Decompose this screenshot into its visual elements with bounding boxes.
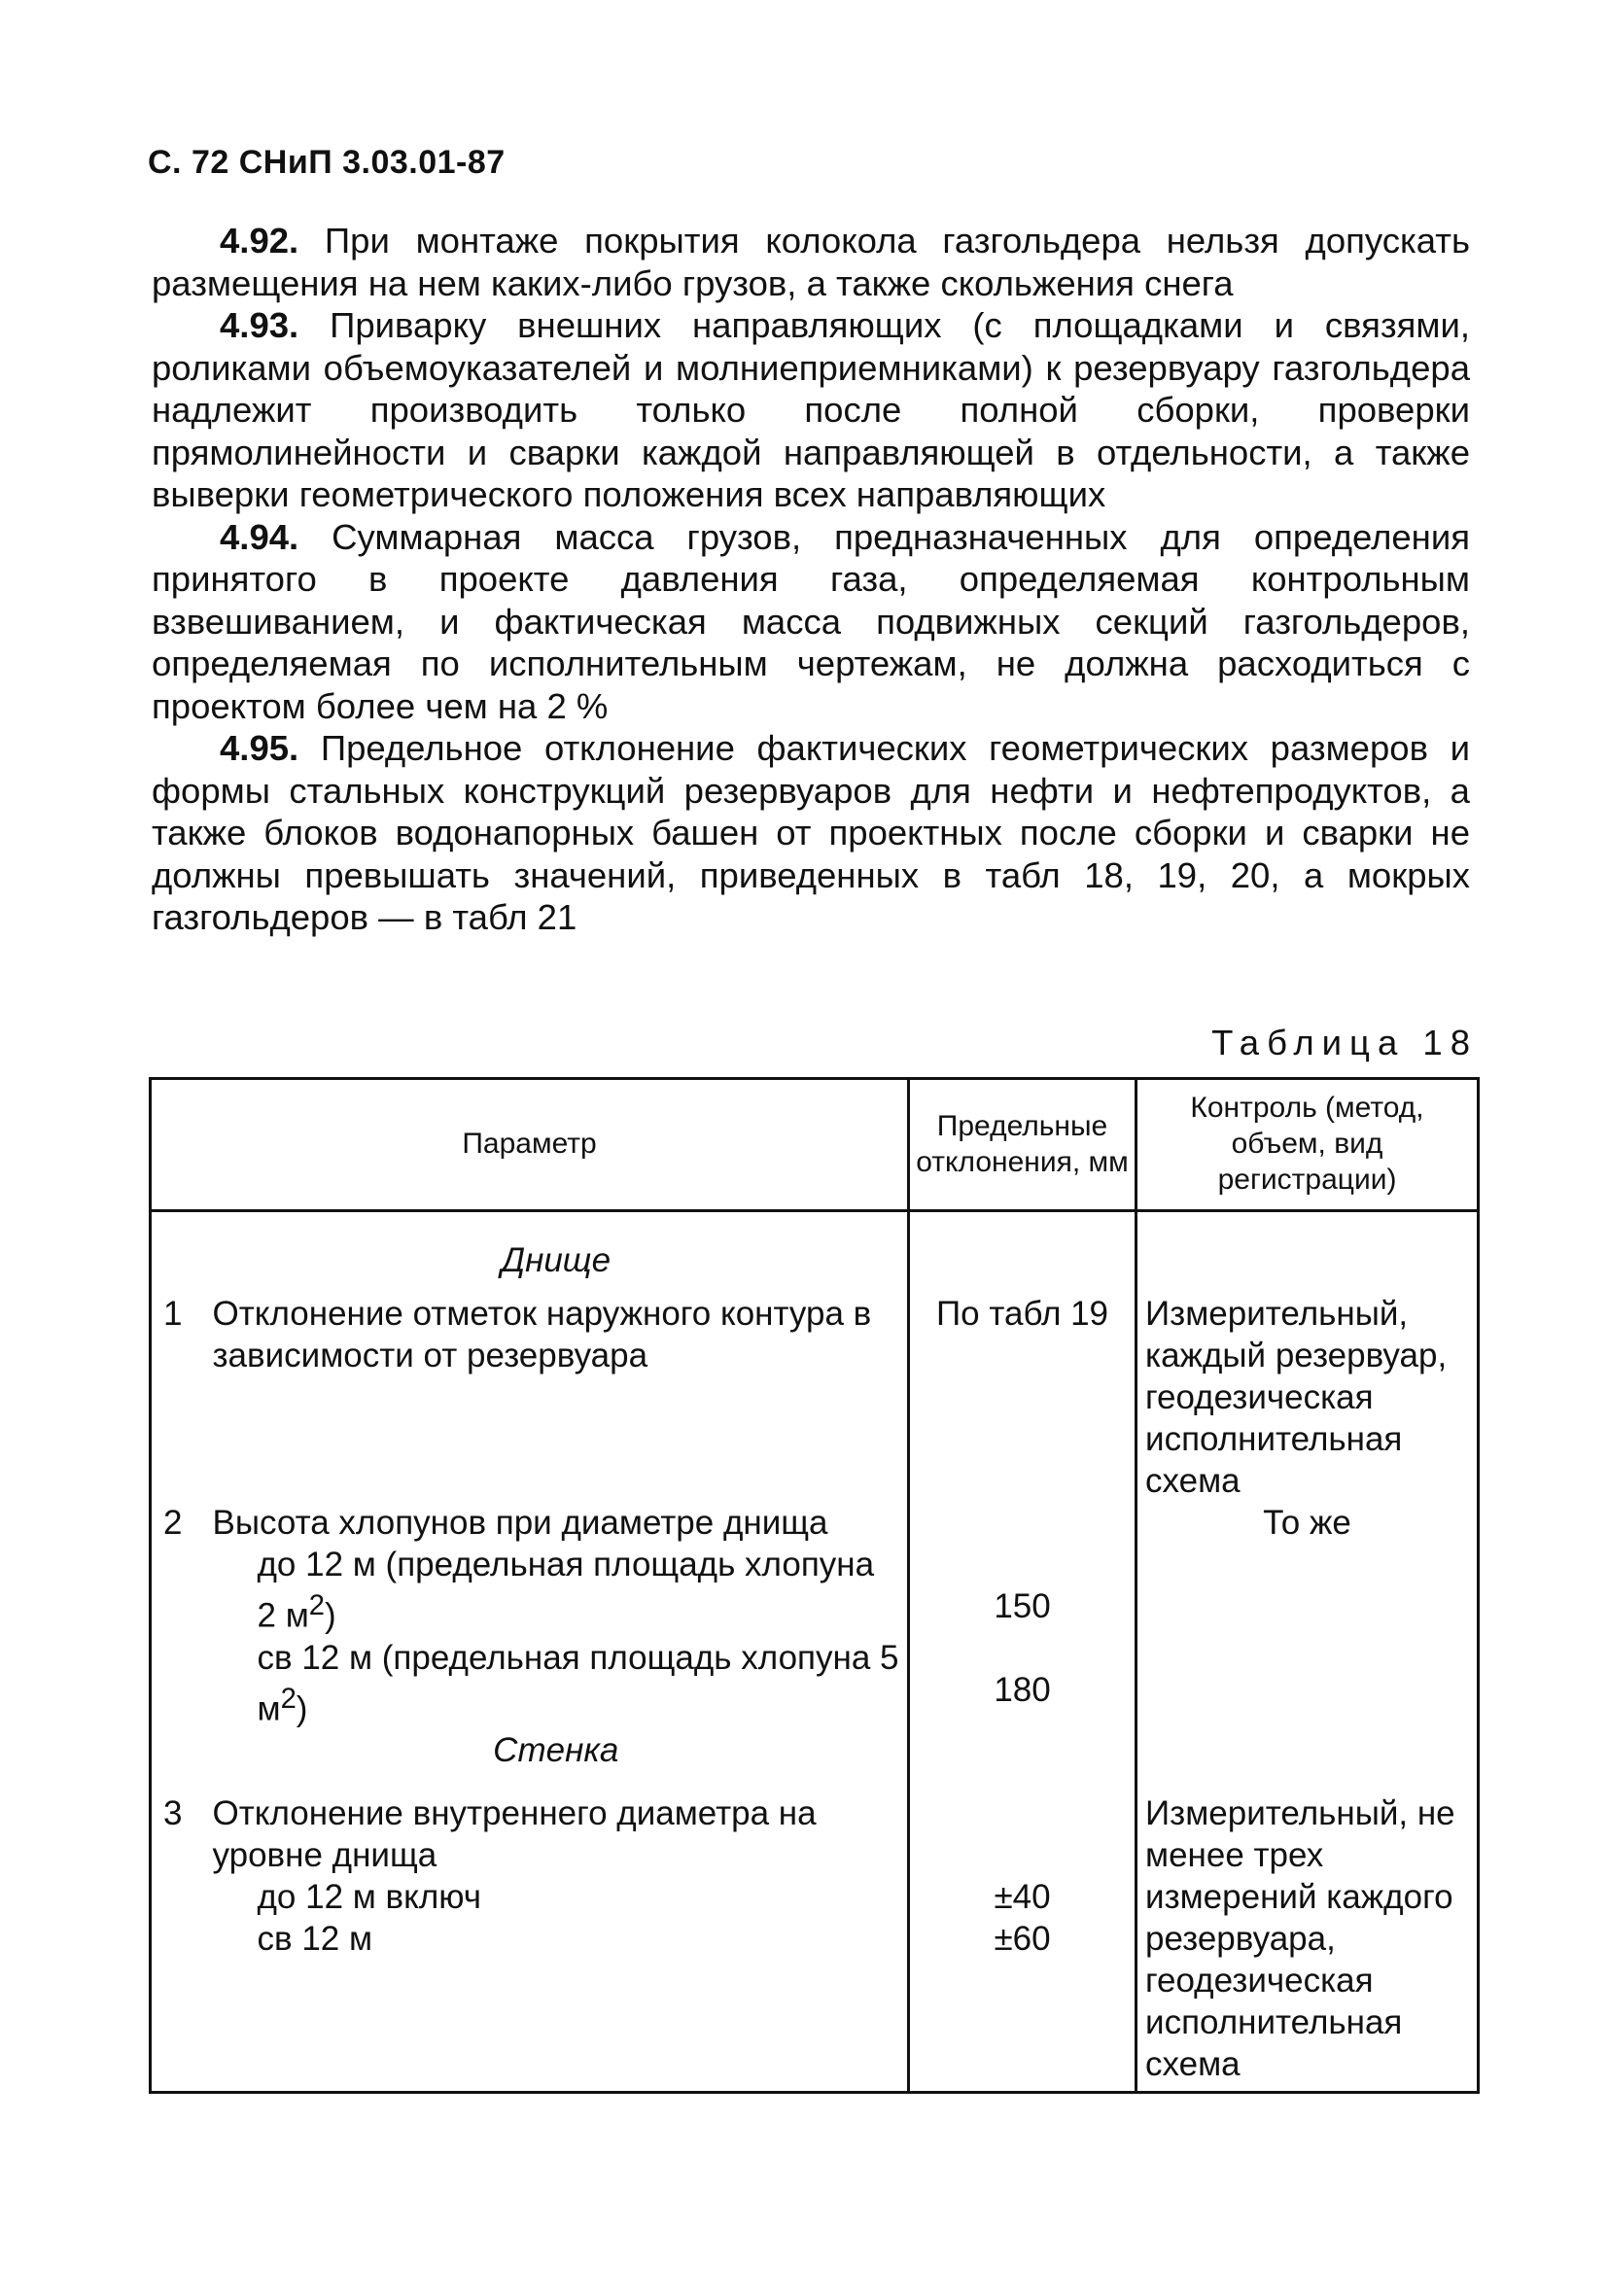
body-text: [152, 220, 1470, 939]
row-sub-item: до 12 м включ: [257, 1878, 481, 1917]
table-caption: Таблица 18: [1211, 1023, 1478, 1062]
row-parameter: Отклонение отметок наружного контура в зависимости от резервуара: [209, 1293, 909, 1502]
table-row: [151, 1502, 1479, 1729]
header-parameter: Параметр: [151, 1079, 909, 1211]
section-row-wall: [151, 1729, 1479, 1783]
row-parameter: [209, 1783, 909, 2093]
table-header-row: [151, 1079, 1479, 1211]
row-control: То же: [1136, 1502, 1479, 1729]
paragraph-number: 4.93.: [220, 305, 299, 345]
sub-value: ±40: [994, 1878, 1051, 1917]
row-parameter-title: Высота хлопунов при диаметре днища: [212, 1504, 828, 1542]
row-deviation: [909, 1502, 1136, 1729]
row-sub-item: [213, 1544, 900, 1637]
sub-item-text: св 12 м (предельная площадь хлопуна 5 м: [257, 1638, 899, 1728]
header-control: Контроль (метод, объем, вид регистрации): [1136, 1079, 1479, 1211]
sub-item-sup: 2: [308, 1590, 325, 1621]
row-deviation: По табл 19: [909, 1293, 1136, 1502]
paragraph-4-92: [152, 220, 1470, 304]
row-number: 2: [151, 1502, 209, 1729]
row-sub-item: св 12 м: [257, 1920, 373, 1959]
paragraph-number: 4.94.: [220, 516, 299, 557]
sub-item-close: ): [296, 1689, 308, 1728]
paragraph-text: Приварку внешних направляющих (с площадками и связями, роликами объемоуказателей и молниеприемниками) к резервуару газгольдера надлежит производить только после полной сборки, проверки прямолинейности и сварки каждой направляющей в отдельности, а также выверки геометрического положения всех направляющих: [152, 305, 1470, 514]
paragraph-text: Предельное отклонение фактических геометрических размеров и формы стальных конструкций резервуаров для нефти и нефтепродуктов, а также блоков водонапорных башен от проектных после сборки и сварки не должны превышать значений, приведенных в табл 18, 19, 20, а мокрых газгольдеров — в табл 21: [152, 728, 1470, 937]
paragraph-4-93: [152, 304, 1470, 516]
row-sub-item: [213, 1637, 900, 1730]
paragraph-text: При монтаже покрытия колокола газгольдера нельзя допускать размещения на нем каких-либо грузов, а также скольжения снега: [152, 221, 1470, 303]
row-number: 1: [151, 1293, 209, 1502]
section-title-wall: Стенка: [209, 1729, 909, 1783]
sub-value: 150: [994, 1587, 1051, 1625]
row-control: Измерительный, не менее трех измерений каждого резервуара, геодезическая исполнительная схема: [1136, 1783, 1479, 2093]
sub-value: 180: [994, 1671, 1051, 1709]
paragraph-4-94: [152, 516, 1470, 728]
paragraph-text: Суммарная масса грузов, предназначенных для определения принятого в проекте давления газа, определяемая контрольным взвешиванием, и фактическая масса подвижных секций газгольдеров, определяемая по исполнительным чертежам, не должна расходиться с проектом более чем на 2 %: [152, 516, 1470, 726]
page-header: С. 72 СНиП 3.03.01-87: [148, 144, 506, 181]
row-parameter-title: Отклонение внутреннего диаметра на уровне днища: [212, 1794, 817, 1875]
row-control: Измерительный, каждый резервуар, геодезическая исполнительная схема: [1136, 1293, 1479, 1502]
row-parameter: [209, 1502, 909, 1729]
section-row-bottom: [151, 1211, 1479, 1294]
tolerance-table: [149, 1077, 1480, 2094]
sub-item-sup: 2: [280, 1683, 297, 1715]
table-row: [151, 1783, 1479, 2093]
section-title-bottom: Днище: [209, 1211, 909, 1294]
table-row: [151, 1293, 1479, 1502]
paragraph-number: 4.95.: [220, 728, 299, 768]
sub-item-close: ): [324, 1596, 336, 1635]
row-number: 3: [151, 1783, 209, 2093]
sub-value: ±60: [994, 1920, 1051, 1959]
header-deviation: Предельные отклонения, мм: [909, 1079, 1136, 1211]
sub-item-text: до 12 м (предельная площадь хлопуна 2 м: [257, 1546, 875, 1635]
paragraph-number: 4.92.: [220, 221, 299, 261]
row-deviation: [909, 1783, 1136, 2093]
paragraph-4-95: [152, 727, 1470, 939]
